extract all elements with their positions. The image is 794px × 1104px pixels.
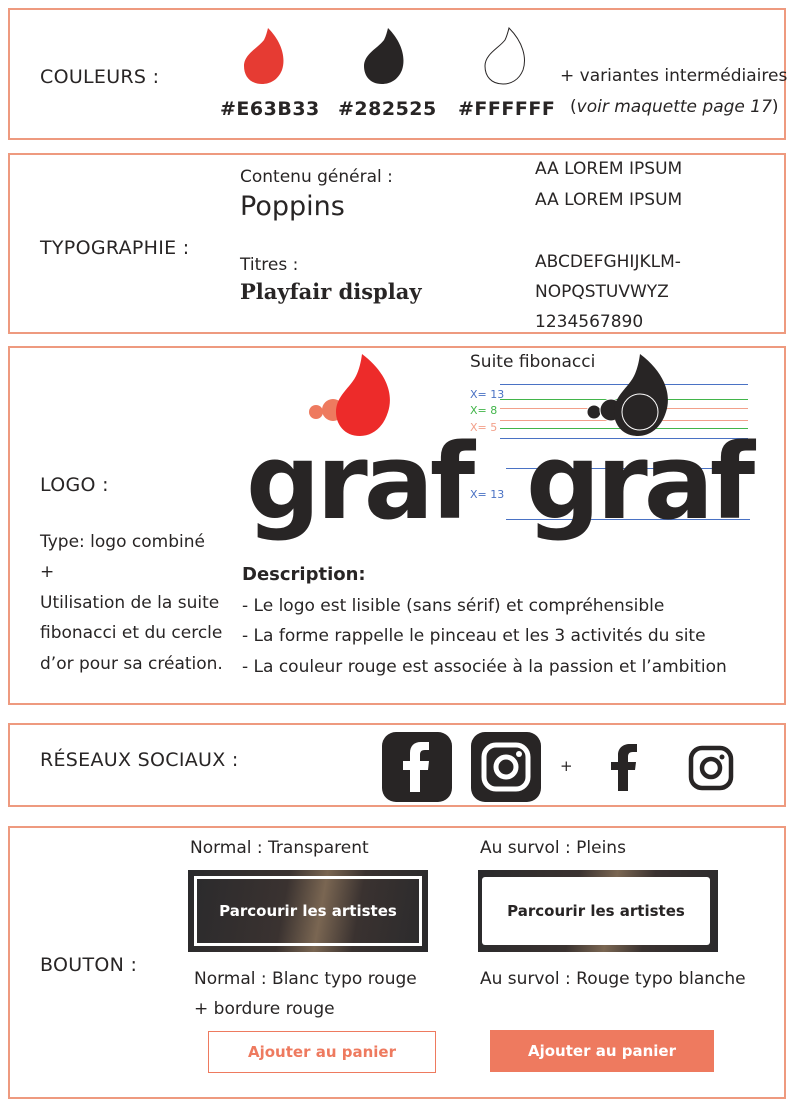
alphabet-line-2: NOPQSTUVWYZ xyxy=(535,282,669,302)
button-preview-background xyxy=(188,870,428,952)
note-open-paren: ( xyxy=(570,97,577,117)
add-to-cart-button-filled[interactable] xyxy=(490,1030,714,1072)
white-swatch-drop xyxy=(483,26,527,86)
social-section xyxy=(8,723,786,807)
typography-section xyxy=(8,153,786,334)
logo-wordmark: graf xyxy=(246,421,472,543)
logo-section xyxy=(8,346,786,705)
body-font-name: Poppins xyxy=(240,191,345,222)
sample-uppercase-2: AA LOREM IPSUM xyxy=(535,190,683,210)
social-plus: + xyxy=(560,757,573,775)
button-section xyxy=(8,826,786,1099)
add-to-cart-label-hover: Ajouter au panier xyxy=(528,1042,676,1060)
red-swatch-drop xyxy=(242,26,286,86)
description-item: - Le logo est lisible (sans sérif) et compréhensible xyxy=(242,596,665,616)
type-line-2: + xyxy=(40,562,55,582)
hover-red-caption: Au survol : Rouge typo blanche xyxy=(480,969,746,989)
white-hex-code: #FFFFFF xyxy=(458,98,556,120)
type-line-4: fibonacci et du cercle xyxy=(40,623,223,643)
instagram-icon[interactable] xyxy=(688,745,734,791)
logo-wordmark-construction: graf xyxy=(526,421,752,543)
note-italic-text: voir maquette page 17 xyxy=(576,97,772,117)
browse-button-label-hover: Parcourir les artistes xyxy=(507,902,685,920)
typography-label: TYPOGRAPHIE : xyxy=(40,237,190,259)
colors-note-reference xyxy=(570,97,779,117)
body-font-label: Contenu général : xyxy=(240,167,393,187)
button-preview-background xyxy=(478,870,718,952)
colors-label: COULEURS : xyxy=(40,66,160,88)
sample-uppercase-1: AA LOREM IPSUM xyxy=(535,159,683,179)
social-label: RÉSEAUX SOCIAUX : xyxy=(40,749,239,771)
guide-label-x13-bottom: X= 13 xyxy=(470,488,505,501)
button-label: BOUTON : xyxy=(40,954,138,976)
instagram-icon[interactable] xyxy=(471,732,541,802)
dark-hex-code: #282525 xyxy=(338,98,437,120)
browse-artists-button-filled[interactable] xyxy=(482,877,710,945)
type-line-3: Utilisation de la suite xyxy=(40,593,220,613)
digits-line: 1234567890 xyxy=(535,312,644,332)
title-font-label: Titres : xyxy=(240,255,299,275)
add-to-cart-label: Ajouter au panier xyxy=(248,1043,396,1061)
description-title: Description: xyxy=(242,564,366,585)
guide-label-x5: X= 5 xyxy=(470,421,498,434)
title-font-name: Playfair display xyxy=(240,279,422,304)
description-item: - La forme rappelle le pinceau et les 3 activités du site xyxy=(242,626,706,646)
red-hex-code: #E63B33 xyxy=(220,98,320,120)
hover-full-caption: Au survol : Pleins xyxy=(480,838,626,858)
note-close-paren: ) xyxy=(771,97,779,117)
colors-note: + variantes intermédiaires xyxy=(560,66,788,86)
guide-label-x8: X= 8 xyxy=(470,404,498,417)
facebook-icon[interactable] xyxy=(382,732,452,802)
alphabet-line-1: ABCDEFGHIJKLM- xyxy=(535,252,681,272)
normal-transparent-caption: Normal : Transparent xyxy=(190,838,369,858)
normal-white-caption-line2: + bordure rouge xyxy=(194,999,335,1019)
guide-label-x13-top: X= 13 xyxy=(470,388,505,401)
browse-artists-button-transparent[interactable] xyxy=(194,876,422,946)
normal-white-caption: Normal : Blanc typo rouge xyxy=(194,969,417,989)
type-line-5: d’or pour sa création. xyxy=(40,654,223,674)
description-item: - La couleur rouge est associée à la passion et l’ambition xyxy=(242,657,727,677)
add-to-cart-button-outline[interactable] xyxy=(208,1031,436,1073)
dark-swatch-drop xyxy=(362,26,406,86)
colors-section xyxy=(8,8,786,140)
fibonacci-title: Suite fibonacci xyxy=(470,352,596,372)
type-line-1: Type: logo combiné xyxy=(40,532,205,552)
browse-button-label: Parcourir les artistes xyxy=(219,902,397,920)
facebook-icon[interactable] xyxy=(606,743,640,791)
logo-label: LOGO : xyxy=(40,474,109,496)
